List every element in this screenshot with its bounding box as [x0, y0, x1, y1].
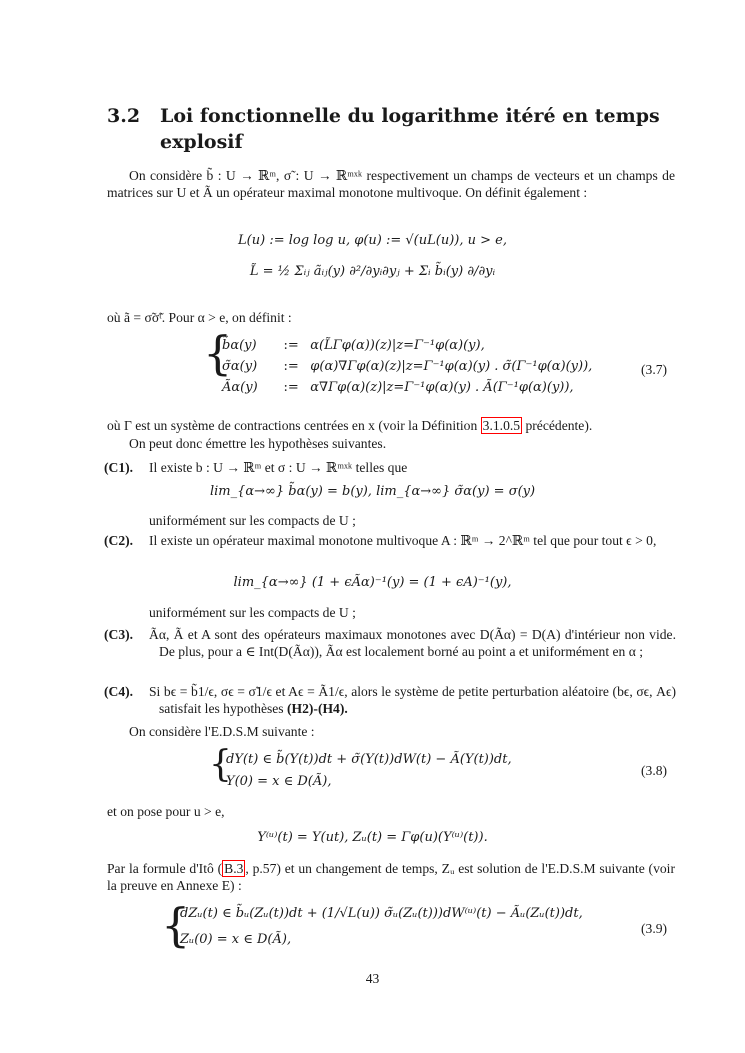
equation-number-3-8: (3.8) — [641, 763, 668, 778]
intro-paragraph: On considère b̃ : U → ℝᵐ, σ̃ : U → ℝᵐˣᵏ respectivement un champs de vecteurs et un champs de matrices sur U et Ã un opérateur maximal monotone multivoque. On définit également : — [107, 168, 675, 200]
hypothesis-c3: (C3). Ãα, Ã et A sont des opérateurs maximaux monotones avec D(Ãα) = D(A) d'intérieur non vide. De plus, pour a ∈ Int(D(Ãα)), Ãα est localement borné au point a et uniformément en α ; — [104, 627, 676, 659]
equation-generator-L: L̃ = ½ Σᵢⱼ ãᵢⱼ(y) ∂²/∂yᵢ∂yⱼ + Σᵢ b̃ᵢ(y) ∂/∂yᵢ — [249, 264, 496, 279]
system-3-8: dY(t) ∈ b̃(Y(t))dt + σ̃(Y(t))dW(t) − Ã(Y(t))dt, Y(0) = x ∈ D(Ã), — [226, 752, 512, 789]
page-number: 43 — [365, 971, 380, 986]
equation-number-3-9: (3.9) — [641, 921, 668, 936]
left-brace-3-8: { — [209, 744, 232, 785]
hypothesis-c2: (C2). Il existe un opérateur maximal monotone multivoque A : ℝᵐ → 2^ℝᵐ tel que pour tout ϵ > 0, — [104, 533, 657, 548]
hypothesis-c4: (C4). Si bϵ = b̃1/ϵ, σϵ = σ̃1/ϵ et Aϵ = Ã1/ϵ, alors le système de petite perturbation aléatoire (bϵ, σϵ, Aϵ) satisfait les hypothèses (H2)-(H4). — [104, 684, 676, 716]
left-brace-3-9: { — [161, 898, 191, 952]
hypotheses-intro: On peut donc émettre les hypothèses suivantes. — [129, 436, 387, 451]
definition-link[interactable]: 3.1.0.5 — [482, 418, 521, 433]
hypothesis-c1-tail: uniformément sur les compacts de U ; — [149, 513, 356, 528]
section-title: Loi fonctionnelle du logarithme itéré en temps explosif — [160, 105, 660, 153]
left-brace-3-7: { — [203, 326, 233, 380]
pose-text: et on pose pour u > e, — [107, 804, 225, 819]
system-3-7-row: Ãα(y) := α∇Γφ(α)(z)|z=Γ⁻¹φ(α)(y) . Ã(Γ⁻¹φ(α)(y)), — [222, 380, 574, 395]
system-3-7-row: σ̃α(y) := φ(α)∇Γφ(α)(z)|z=Γ⁻¹φ(α)(y) . σ̃(Γ⁻¹φ(α)(y)), — [222, 359, 593, 374]
hypothesis-c1: (C1). Il existe b : U → ℝᵐ et σ : U → ℝᵐˣᵏ telles que — [104, 460, 408, 475]
equation-number-3-7: (3.7) — [641, 362, 668, 377]
equation-L-phi: L(u) := log log u, φ(u) := √(uL(u)), u > e, — [238, 233, 507, 248]
gamma-sentence: où Γ est un système de contractions centrées en x (voir la Définition 3.1.0.5 précédente). — [107, 418, 593, 433]
after-definitions-text: où ã = σ̃σ̃ᵗ. Pour α > e, on définit : — [107, 310, 292, 325]
hypothesis-c2-formula: lim_{α→∞} (1 + ϵÃα)⁻¹(y) = (1 + ϵA)⁻¹(y), — [233, 575, 512, 590]
section-number: 3.2 — [107, 105, 141, 127]
hypothesis-c2-tail: uniformément sur les compacts de U ; — [149, 605, 356, 620]
ito-formula-link[interactable]: B.3 — [224, 861, 244, 876]
edsm-intro: On considère l'E.D.S.M suivante : — [129, 724, 315, 739]
system-3-9: dZᵤ(t) ∈ b̃ᵤ(Zᵤ(t))dt + (1/√L(u)) σ̃ᵤ(Zᵤ(t)))dW⁽ᵘ⁾(t) − Ãᵤ(Zᵤ(t))dt, Zᵤ(0) = x ∈ D(Ã), — [180, 906, 583, 947]
equation-Yu-Zu: Y⁽ᵘ⁾(t) = Y(ut), Zᵤ(t) = Γφ(u)(Y⁽ᵘ⁾(t)). — [257, 830, 488, 845]
system-3-7 — [222, 338, 592, 401]
ito-sentence: Par la formule d'Itô ( B.3 , p.57) et un changement de temps, Zᵤ est solution de l'E.D.S.M suivante (voir la preuve en Annexe E) : — [107, 861, 675, 893]
system-3-7-row: b̃α(y) := α(L̃Γφ(α))(z)|z=Γ⁻¹φ(α)(y), — [222, 338, 485, 353]
hypothesis-c1-formula: lim_{α→∞} b̃α(y) = b(y), lim_{α→∞} σ̃α(y) = σ(y) — [209, 484, 536, 499]
